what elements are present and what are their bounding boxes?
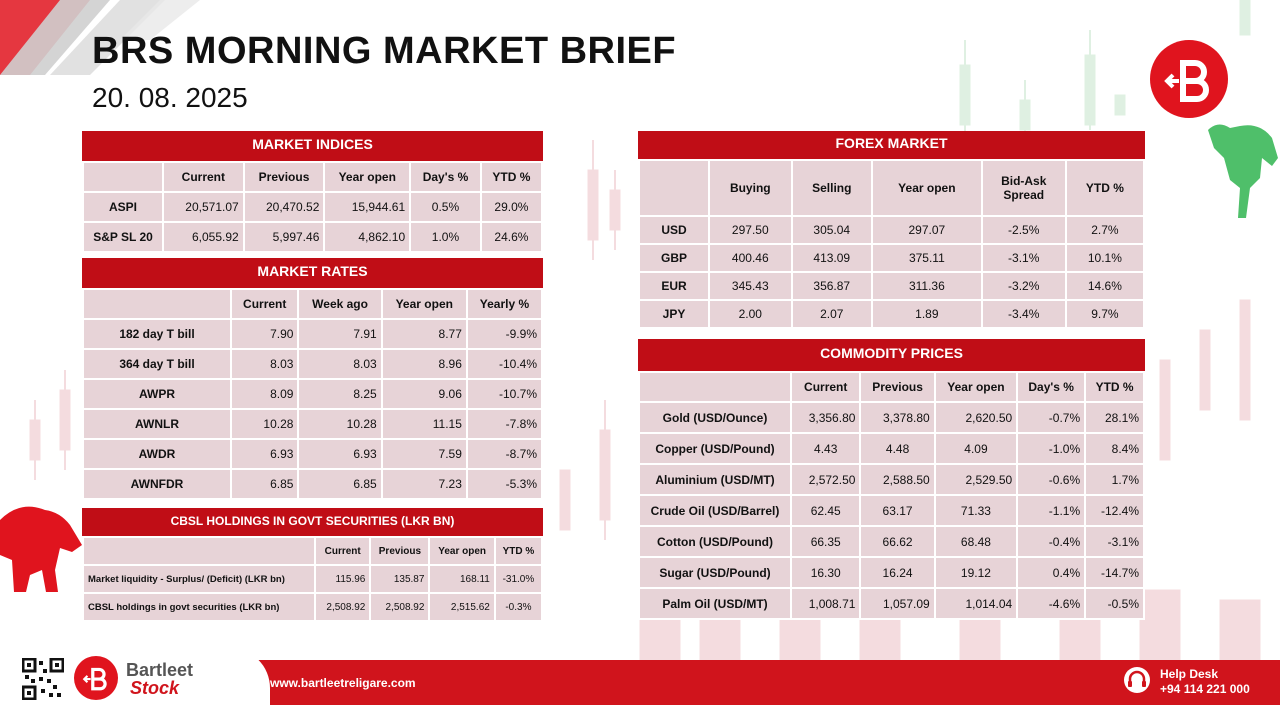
cell: 375.11 [872,244,982,272]
table-row [83,349,542,379]
cell: -0.7% [1017,402,1085,433]
forex-market-table [638,159,1145,329]
cell: 16.30 [791,557,860,588]
cell: 356.87 [792,272,872,300]
table-row [83,379,542,409]
cell: 400.46 [709,244,792,272]
cell: 345.43 [709,272,792,300]
help-desk-label: Help Desk [1160,667,1219,681]
cell: -0.4% [1017,526,1085,557]
cell: -10.4% [467,349,542,379]
cell: -2.5% [982,216,1066,244]
cell: 4.09 [935,433,1017,464]
brand-name: Bartleet [126,660,194,680]
cell: 135.87 [370,565,429,593]
cell: 115.96 [315,565,370,593]
brand-logo-icon [74,656,118,700]
cell: 1,008.71 [791,588,860,619]
cell: -9.9% [467,319,542,349]
cell: 297.07 [872,216,982,244]
cell: 11.15 [382,409,467,439]
column-header: Previous [370,537,429,565]
cell: 2,529.50 [935,464,1017,495]
column-header: Previous [244,162,325,192]
cell: 2,572.50 [791,464,860,495]
market-rates-table [82,288,543,500]
cell: 6.93 [298,439,381,469]
cell: -3.4% [982,300,1066,328]
cell: 1.7% [1085,464,1144,495]
row-label: Cotton (USD/Pound) [639,526,791,557]
cell: -5.3% [467,469,542,499]
column-header: Year open [872,160,982,216]
table-row [83,593,542,621]
cell: 7.90 [231,319,298,349]
table-row [639,588,1144,619]
cell: 0.5% [410,192,481,222]
column-header: Year open [935,372,1017,402]
table-row [83,565,542,593]
table-row [639,526,1144,557]
cbsl-holdings-table [82,536,543,622]
cell: -14.7% [1085,557,1144,588]
cell: 5,997.46 [244,222,325,252]
cell: 1.0% [410,222,481,252]
cell: -1.0% [1017,433,1085,464]
cell: 8.96 [382,349,467,379]
cell: 168.11 [429,565,494,593]
column-header: Day's % [410,162,481,192]
cell: 20,571.07 [163,192,244,222]
column-header: YTD % [481,162,542,192]
cell: 9.06 [382,379,467,409]
cell: 66.35 [791,526,860,557]
cell: -0.5% [1085,588,1144,619]
cell: 14.6% [1066,272,1144,300]
column-header: YTD % [1085,372,1144,402]
cell: 24.6% [481,222,542,252]
column-header [83,289,231,319]
qr-code-icon[interactable] [22,658,64,700]
cell: 10.1% [1066,244,1144,272]
cell: 7.23 [382,469,467,499]
table-row [83,192,542,222]
column-header: Year open [382,289,467,319]
cell: 66.62 [860,526,934,557]
row-label: 364 day T bill [83,349,231,379]
cell: 62.45 [791,495,860,526]
column-header [639,160,709,216]
column-header: YTD % [1066,160,1144,216]
market-indices-table [82,161,543,253]
row-label: CBSL holdings in govt securities (LKR bn) [83,593,315,621]
cell: 305.04 [792,216,872,244]
cell: 19.12 [935,557,1017,588]
row-label: S&P SL 20 [83,222,163,252]
column-header: Current [791,372,860,402]
cell: -7.8% [467,409,542,439]
cell: 1.89 [872,300,982,328]
cell: -4.6% [1017,588,1085,619]
column-header: Day's % [1017,372,1085,402]
table-row [83,222,542,252]
cell: 7.91 [298,319,381,349]
brand-subname: Stock [130,678,180,698]
market-rates-title: MARKET RATES [82,258,543,288]
brand-logo-icon [1150,40,1228,118]
table-row [639,244,1144,272]
column-header [83,537,315,565]
table-row [639,402,1144,433]
row-label: 182 day T bill [83,319,231,349]
table-row [639,300,1144,328]
cell: 1,057.09 [860,588,934,619]
row-label: USD [639,216,709,244]
cbsl-holdings-title: CBSL HOLDINGS IN GOVT SECURITIES (LKR BN) [82,508,543,536]
cell: 2,508.92 [315,593,370,621]
cell: 8.03 [231,349,298,379]
cell: 1,014.04 [935,588,1017,619]
cell: -12.4% [1085,495,1144,526]
cell: 3,356.80 [791,402,860,433]
cell: 6.93 [231,439,298,469]
cell: 29.0% [481,192,542,222]
column-header: Current [231,289,298,319]
cell: 6.85 [298,469,381,499]
row-label: AWDR [83,439,231,469]
cell: 2,588.50 [860,464,934,495]
row-label: Sugar (USD/Pound) [639,557,791,588]
cell: -3.1% [1085,526,1144,557]
cell: 2,508.92 [370,593,429,621]
row-label: AWNLR [83,409,231,439]
row-label: JPY [639,300,709,328]
row-label: Copper (USD/Pound) [639,433,791,464]
column-header: YTD % [495,537,542,565]
row-label: AWNFDR [83,469,231,499]
row-label: Aluminium (USD/MT) [639,464,791,495]
row-label: GBP [639,244,709,272]
cell: 9.7% [1066,300,1144,328]
cell: 311.36 [872,272,982,300]
page-title: BRS MORNING MARKET BRIEF [92,30,677,72]
cell: 297.50 [709,216,792,244]
cell: -1.1% [1017,495,1085,526]
cell: 8.25 [298,379,381,409]
cell: 10.28 [231,409,298,439]
cell: -8.7% [467,439,542,469]
cell: 63.17 [860,495,934,526]
cell: 6.85 [231,469,298,499]
row-label: ASPI [83,192,163,222]
column-header: Selling [792,160,872,216]
table-row [83,319,542,349]
cell: 0.4% [1017,557,1085,588]
table-row [639,433,1144,464]
cell: 2,620.50 [935,402,1017,433]
cell: 7.59 [382,439,467,469]
market-indices-panel [82,131,543,253]
table-row [639,464,1144,495]
cell: 4.48 [860,433,934,464]
cell: 2.7% [1066,216,1144,244]
help-desk-phone[interactable]: +94 114 221 000 [1160,682,1250,696]
report-date: 20. 08. 2025 [92,82,248,113]
forex-market-title: FOREX MARKET [638,131,1145,159]
table-row [83,469,542,499]
column-header [83,162,163,192]
row-label: Crude Oil (USD/Barrel) [639,495,791,526]
row-label: Palm Oil (USD/MT) [639,588,791,619]
cell: -3.2% [982,272,1066,300]
cell: 4,862.10 [324,222,410,252]
table-row [83,439,542,469]
column-header: Previous [860,372,934,402]
cell: 2.00 [709,300,792,328]
table-row [83,409,542,439]
cell: 16.24 [860,557,934,588]
cell: 20,470.52 [244,192,325,222]
cell: -3.1% [982,244,1066,272]
cell: 68.48 [935,526,1017,557]
cell: 8.77 [382,319,467,349]
cell: 6,055.92 [163,222,244,252]
cell: 2,515.62 [429,593,494,621]
headset-icon [1124,667,1150,693]
cell: 413.09 [792,244,872,272]
row-label: Gold (USD/Ounce) [639,402,791,433]
column-header: Yearly % [467,289,542,319]
cell: 15,944.61 [324,192,410,222]
table-row [639,272,1144,300]
column-header: Current [163,162,244,192]
cell: 8.03 [298,349,381,379]
column-header: Year open [429,537,494,565]
cell: 2.07 [792,300,872,328]
table-row [639,557,1144,588]
cell: 10.28 [298,409,381,439]
help-desk [1160,667,1250,697]
cell: 71.33 [935,495,1017,526]
column-header: Week ago [298,289,381,319]
cell: -0.3% [495,593,542,621]
cell: -0.6% [1017,464,1085,495]
cell: -31.0% [495,565,542,593]
cbsl-holdings-panel [82,508,543,622]
column-header: Current [315,537,370,565]
row-label: Market liquidity - Surplus/ (Deficit) (LKR bn) [83,565,315,593]
cell: -10.7% [467,379,542,409]
market-rates-panel [82,258,543,500]
cell: 4.43 [791,433,860,464]
cell: 3,378.80 [860,402,934,433]
bear-icon [0,500,85,595]
column-header: Buying [709,160,792,216]
market-indices-title: MARKET INDICES [82,131,543,161]
cell: 28.1% [1085,402,1144,433]
commodity-prices-title: COMMODITY PRICES [638,339,1145,371]
forex-market-panel [638,131,1145,329]
row-label: EUR [639,272,709,300]
commodity-prices-panel [638,339,1145,620]
column-header [639,372,791,402]
column-header: Year open [324,162,410,192]
commodity-prices-table [638,371,1145,620]
table-row [639,495,1144,526]
cell: 8.09 [231,379,298,409]
bull-icon [1200,118,1280,223]
cell: 8.4% [1085,433,1144,464]
website-link[interactable]: www.bartleetreligare.com [270,676,416,690]
table-row [639,216,1144,244]
column-header: Bid-Ask Spread [982,160,1066,216]
row-label: AWPR [83,379,231,409]
